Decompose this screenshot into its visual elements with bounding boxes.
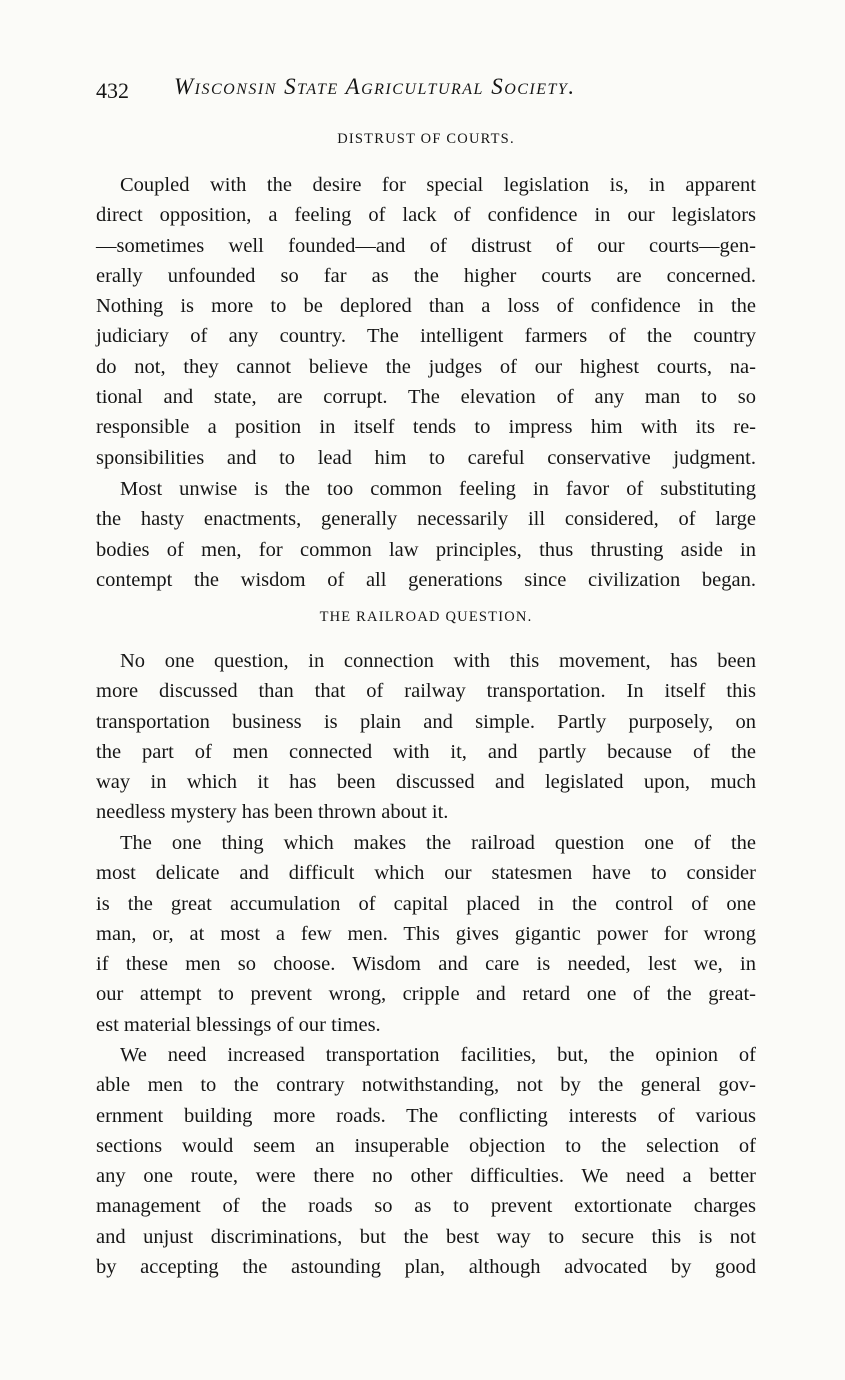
paragraph xyxy=(96,474,756,595)
text-line: Most unwise is the too common feeling in favor of substituting xyxy=(120,478,756,500)
text-line: erally unfounded so far as the higher courts are concerned. xyxy=(96,264,756,287)
text-line: The one thing which makes the railroad question one of the xyxy=(120,832,756,854)
running-head xyxy=(96,74,756,106)
text-line: by accepting the astounding plan, although advocated by good xyxy=(96,1256,756,1279)
running-title: Wisconsin State Agricultural Society. xyxy=(174,74,576,99)
paragraph xyxy=(96,646,756,828)
text-line: direct opposition, a feeling of lack of confidence in our legislators xyxy=(96,204,756,227)
text-line: do not, they cannot believe the judges of our highest courts, na- xyxy=(96,355,756,378)
paragraph xyxy=(96,1040,756,1282)
paragraph xyxy=(96,170,756,473)
text-line: able men to the contrary notwithstanding, not by the general gov- xyxy=(96,1074,756,1097)
text-line: No one question, in connection with this movement, has been xyxy=(120,650,756,672)
text-line: We need increased transportation facilities, but, the opinion of xyxy=(120,1044,756,1066)
text-line: sections would seem an insuperable objection to the selection of xyxy=(96,1134,756,1157)
text-line: contempt the wisdom of all generations since civilization began. xyxy=(96,568,756,591)
text-line: is the great accumulation of capital placed in the control of one xyxy=(96,892,756,915)
text-line: the part of men connected with it, and partly because of the xyxy=(96,740,756,763)
text-line: —sometimes well founded—and of distrust of our courts—gen- xyxy=(96,234,756,257)
text-line: Coupled with the desire for special legislation is, in apparent xyxy=(120,174,756,196)
text-line: transportation business is plain and simple. Partly purposely, on xyxy=(96,710,756,733)
text-line: our attempt to prevent wrong, cripple and retard one of the great- xyxy=(96,983,756,1006)
text-line: any one route, were there no other difficulties. We need a better xyxy=(96,1165,756,1188)
text-line: ernment building more roads. The conflicting interests of various xyxy=(96,1104,756,1127)
text-line: way in which it has been discussed and legislated upon, much xyxy=(96,771,756,794)
text-line: management of the roads so as to prevent extortionate charges xyxy=(96,1195,756,1218)
text-line: bodies of men, for common law principles, thus thrusting aside in xyxy=(96,538,756,561)
section-heading-railroad-question: THE RAILROAD QUESTION. xyxy=(319,609,533,625)
text-line: sponsibilities and to lead him to careful conservative judgment. xyxy=(96,446,756,469)
page-number: 432 xyxy=(96,78,129,103)
text-line: more discussed than that of railway transportation. In itself this xyxy=(96,680,756,703)
text-line: Nothing is more to be deplored than a loss of confidence in the xyxy=(96,295,756,318)
text-line: if these men so choose. Wisdom and care is needed, lest we, in xyxy=(96,953,756,976)
text-line: responsible a position in itself tends to impress him with its re- xyxy=(96,416,756,439)
text-line: and unjust discriminations, but the best way to secure this is not xyxy=(96,1225,756,1248)
text-line: est material blessings of our times. xyxy=(96,1013,381,1036)
text-line: judiciary of any country. The intelligent farmers of the country xyxy=(96,325,756,348)
section-heading-distrust-of-courts: DISTRUST OF COURTS. xyxy=(337,131,515,147)
paragraph xyxy=(96,828,756,1040)
text-line: needless mystery has been thrown about it. xyxy=(96,801,449,824)
text-line: man, or, at most a few men. This gives gigantic power for wrong xyxy=(96,922,756,945)
text-line: tional and state, are corrupt. The elevation of any man to so xyxy=(96,386,756,409)
text-line: most delicate and difficult which our statesmen have to consider xyxy=(96,862,756,885)
text-line: the hasty enactments, generally necessarily ill considered, of large xyxy=(96,508,756,531)
